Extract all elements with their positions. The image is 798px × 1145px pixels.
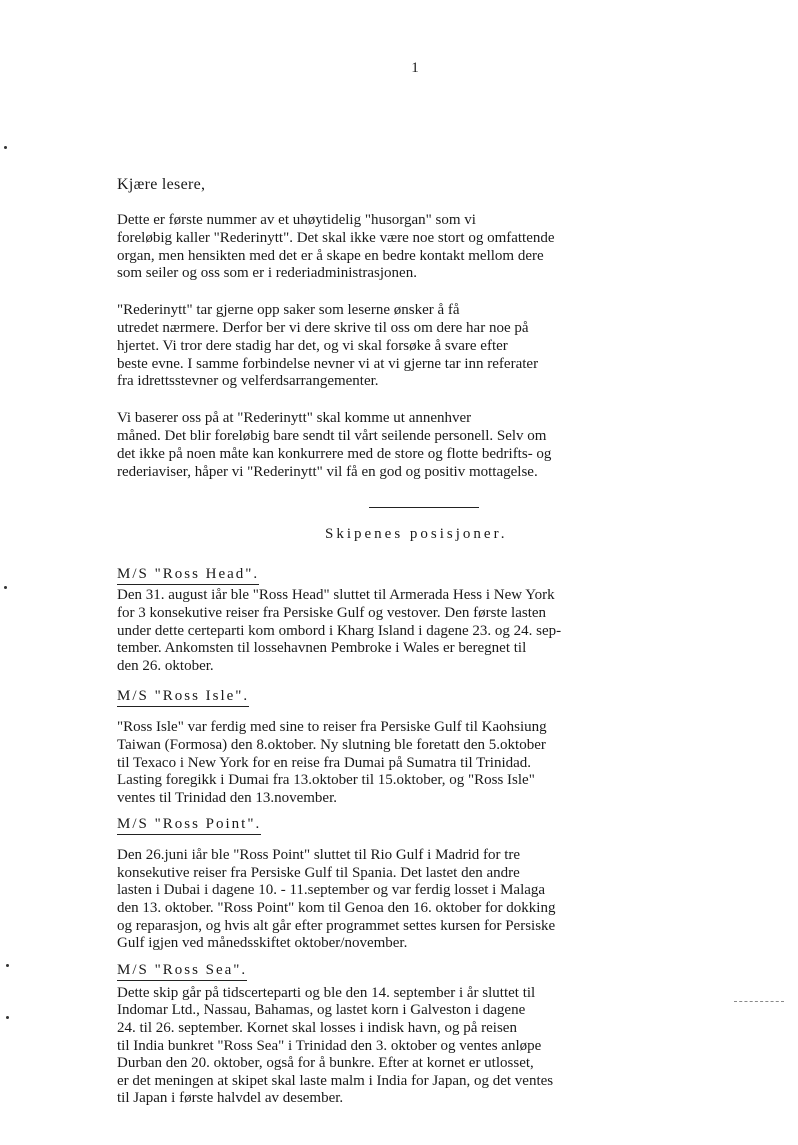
intro-paragraph: Dette er første nummer av et uhøytidelig "husorgan" som vi foreløbig kaller "Rederinytt". Det skal ikke være noe stort og omfattende organ, men hensikten med det er å skape en bedre kontakt mellom dere som seiler og oss som er i rederiadministrasjonen. [117,212,555,282]
greeting: Kjære lesere, [117,176,206,193]
ship-report: Dette skip går på tidscerteparti og ble den 14. september i år sluttet til Indomar Ltd., Nassau, Bahamas, og lastet korn i Galveston i dagene 24. til 26. september. Kornet skal losses i indisk havn, og på reisen til India bunkret "Ross Sea" i Trinidad den 3. oktober og ventes anløpe Durban den 20. oktober, også for å bunkre. Efter at kornet er utlosset, er det meningen at skipet skal laste malm i India for Japan, og det ventes til Japan i første halvdel av desember. [117,984,554,1107]
ship-title: M/S "Ross Point". [117,816,261,835]
section-heading: Skipenes posisjoner. [325,526,508,543]
ship-title: M/S "Ross Head". [117,566,259,585]
ship-report: Den 31. august iår ble "Ross Head" sluttet til Armerada Hess i New York for 3 konsekutive reiser fra Persiske Gulf og vestover. Den første lasten under dette certeparti kom ombord i Kharg Island i dagene 23. og 24. sep- tember. Ankomsten til lossehavnen Pembroke i Wales er beregnet til den 26. oktober. [117,587,562,674]
ship-title: M/S "Ross Isle". [117,688,249,707]
margin-mark [4,146,7,149]
ship-entry-ross-sea [117,961,757,1108]
ship-report: Den 26.juni iår ble "Ross Point" sluttet til Rio Gulf i Madrid for tre konsekutive reiser fra Persiske Gulf til Spania. Det lastet den andre lasten i Dubai i dagene 10. - 11.september og var ferdig losset i Malaga den 13. oktober. "Ross Point" kom til Genoa den 16. oktober for dokking og reparasjon, og hvis alt går efter programmet settes kursen for Persiske Gulf igjen ved månedsskiftet oktober/november. [117,847,556,952]
margin-mark [4,586,7,589]
contributions-paragraph: "Rederinytt" tar gjerne opp saker som leserne ønsker å få utredet nærmere. Derfor ber vi dere skrive til oss om dere har noe på hjertet. Vi tror dere stadig har det, og vi skal forsøke å svare efter beste evne. I samme forbindelse nevner vi at vi gjerne tar inn referater fra idrettsstevner og velferdsarrangementer. [117,302,539,390]
letter-body [117,176,757,1108]
ship-entry-ross-head [117,565,757,675]
margin-mark [6,964,9,967]
section-divider [369,507,479,508]
ship-title: M/S "Ross Sea". [117,962,247,981]
ship-entry-ross-isle [117,687,757,807]
ship-report: "Ross Isle" var ferdig med sine to reiser fra Persiske Gulf til Kaohsiung Taiwan (Formosa) den 8.oktober. Ny slutning ble foretatt den 5.oktober til Texaco i New York for en reise fra Dumai på Sumatra til Trinidad. Lasting foregikk i Dumai fra 13.oktober til 15.oktober, og "Ross Isle" ventes til Trinidad den 13.november. [117,719,547,806]
margin-mark [6,1016,9,1019]
ship-entry-ross-point [117,815,757,953]
publication-paragraph: Vi baserer oss på at "Rederinytt" skal komme ut annenhver måned. Det blir foreløbig bare sendt til vårt seilende personell. Selv om det ikke på noen måte kan konkurrere med de store og flotte bedrifts- og rederiaviser, håper vi "Rederinytt" vil få en god og positiv mottagelse. [117,410,552,480]
page-number: 1 [411,60,419,76]
